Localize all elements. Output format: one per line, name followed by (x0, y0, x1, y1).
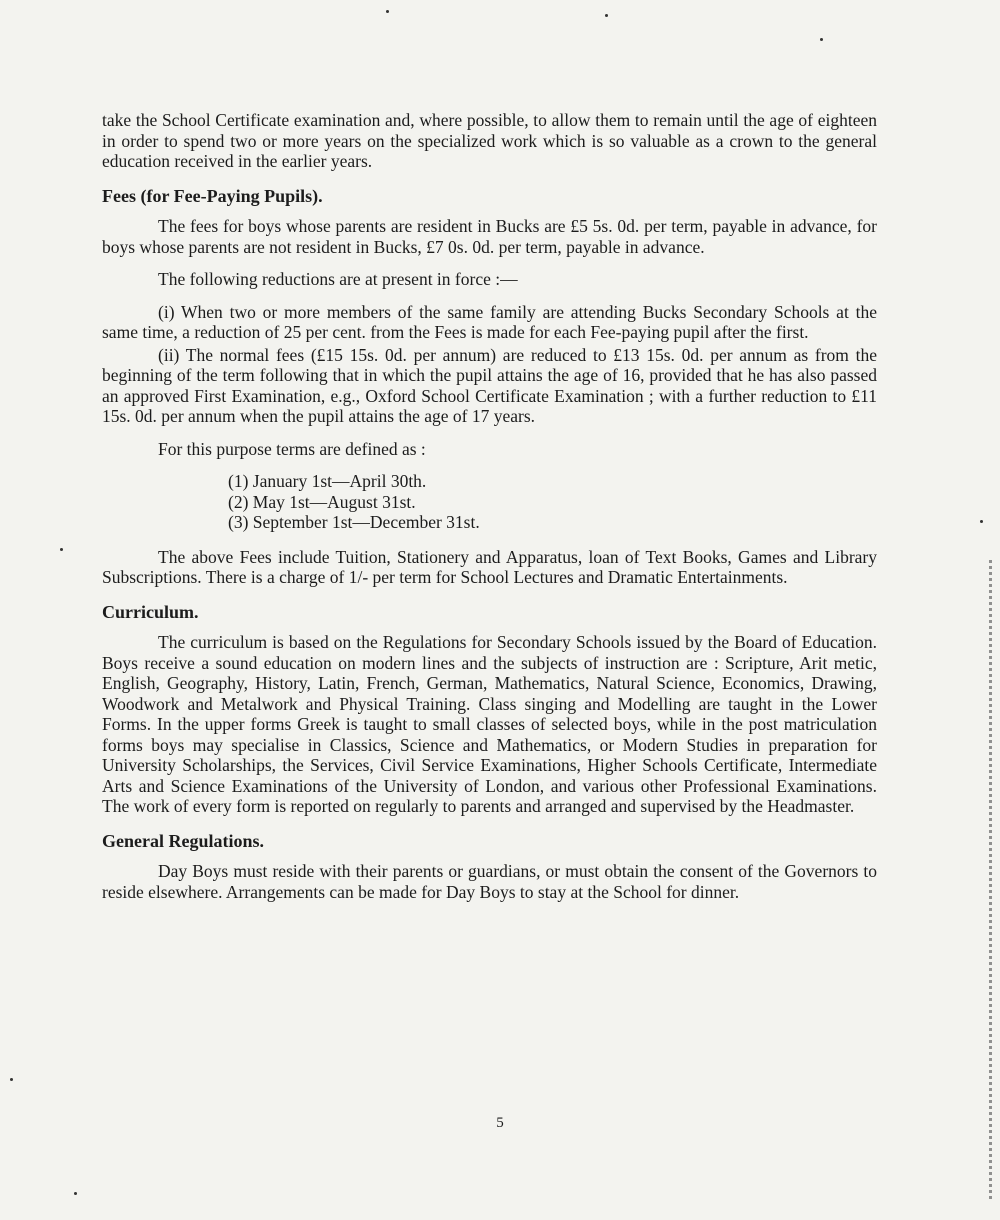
fees-heading: Fees (for Fee-Paying Pupils). (102, 185, 323, 206)
scan-speck (980, 520, 983, 523)
terms-intro: For this purpose terms are defined as : (158, 438, 426, 459)
document-page (102, 110, 877, 914)
terms-list (228, 471, 877, 533)
reduction-item-ii: (ii) The normal fees (£15 15s. 0d. per annum) are reduced to £13 15s. 0d. per annum as from the beginning of the term following that in which the pupil attains the age of 16, provided that he has also passed an approved First Examination, e.g., Oxford School Certificate Examination ; with a further reduction to £11 15s. 0d. per annum when the pupil attains the age of 17 years. (102, 344, 877, 426)
fees-paragraph: The fees for boys whose parents are resident in Bucks are £5 5s. 0d. per term, payable in advance, for boys whose parents are not resident in Bucks, £7 0s. 0d. per term, payable in advance. (102, 216, 877, 257)
general-regulations-heading: General Regulations. (102, 830, 264, 851)
general-regulations-body: Day Boys must reside with their parents or guardians, or must obtain the consent of the Governors to reside elsewhere. Arrangements can be made for Day Boys to stay at the School for dinner. (102, 861, 877, 902)
curriculum-body: The curriculum is based on the Regulations for Secondary Schools issued by the Board of Education. Boys receive a sound education on modern lines and the subjects of instruction are : Scripture, Arit metic, English, Geography, History, Latin, French, German, Mathematics, Natural Science, Economics, Drawing, Woodwork and Metalwork and Physical Training. Class singing and Modelling are taught in the Lower Forms. In the upper forms Greek is taught to small classes of selected boys, while in the post matriculation forms boys may specialise in Classics, Science and Mathematics, or Modern Studies in preparation for University Scholarships, the Services, Civil Service Examinations, Higher Schools Certificate, Intermediate Arts and Science Examinations of the University of London, and various other Professional Examinations. The work of every form is reported on regularly to parents and arranged and supervised by the Headmaster. (102, 632, 877, 816)
scan-speck (386, 10, 389, 13)
scan-speck (74, 1192, 77, 1195)
page-number: 5 (496, 1115, 504, 1131)
term-item: (2) May 1st—August 31st. (228, 491, 416, 512)
binding-edge-mark (989, 560, 992, 1200)
scan-speck (820, 38, 823, 41)
fees-inclusions: The above Fees include Tuition, Stationery and Apparatus, loan of Text Books, Games and Library Subscriptions. There is a charge of 1/- per term for School Lectures and Dramatic Entertainments. (102, 546, 877, 587)
reduction-item-i: (i) When two or more members of the same family are attending Bucks Secondary Schools at the same time, a reduction of 25 per cent. from the Fees is made for each Fee-paying pupil after the first. (102, 301, 877, 342)
intro-paragraph: take the School Certificate examination and, where possible, to allow them to remain until the age of eighteen in order to spend two or more years on the specialized work which is so valuable as a crown to the general education received in the earlier years. (102, 110, 877, 171)
scan-speck (10, 1078, 13, 1081)
scan-speck (60, 548, 63, 551)
reductions-intro: The following reductions are at present in force :— (158, 269, 518, 289)
scan-speck (605, 14, 608, 17)
term-item: (3) September 1st—December 31st. (228, 512, 480, 532)
curriculum-heading: Curriculum. (102, 601, 199, 622)
term-item: (1) January 1st—April 30th. (228, 471, 427, 491)
